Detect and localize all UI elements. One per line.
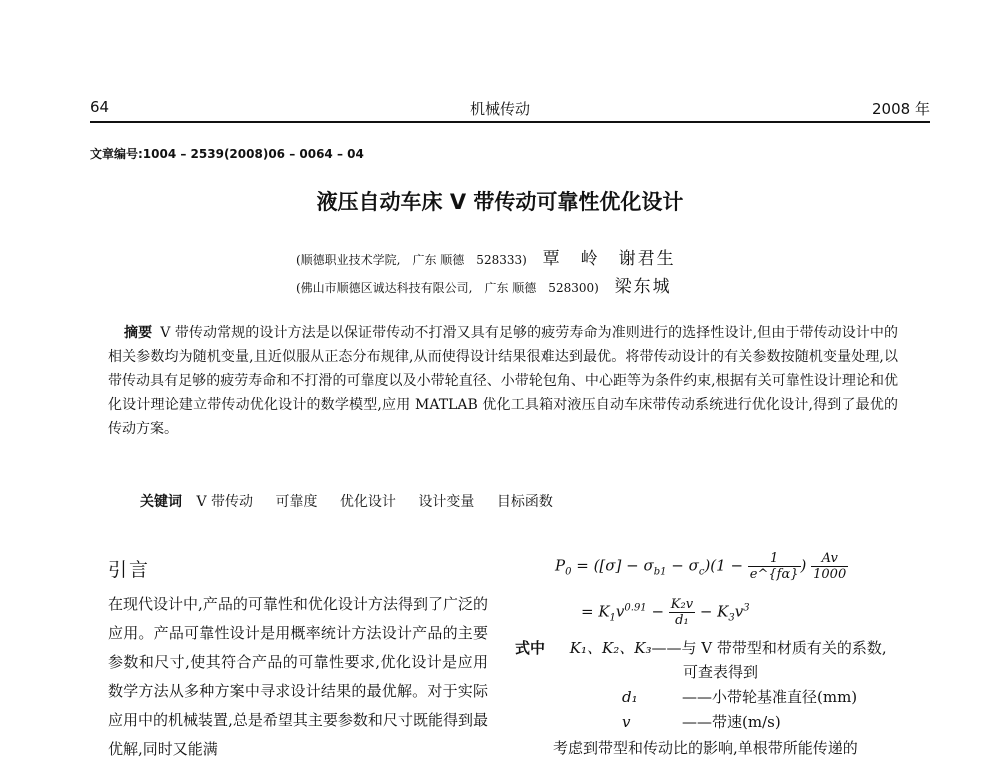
right-column-text: 考虑到带型和传动比的影响,单根带所能传递的 [553,739,858,757]
formula-line-2: = $K_1v^{0.91}$ − $\frac{\text{K₂v}}{\text{d₁}}$ − $K_3v^3$ [581,597,750,628]
keywords-label: 关键词 [140,494,182,510]
variable-d1: d₁ ——小带轮基准直径(mm) [622,688,858,706]
paper-title: 液压自动车床 V 带传动可靠性优化设计 [316,190,684,214]
affiliation-org: (顺德职业技术学院, 广东 顺德 528333) [296,253,527,267]
fraction: $\frac{\text{K₂v}}{\text{d₁}}$ [670,597,694,628]
journal-name: 机械传动 [470,100,531,118]
variable-k-continued: 可查表得到 [683,663,759,681]
header-rule [90,121,930,123]
section-heading-intro: 引言 [108,559,151,581]
keyword: 优化设计 [339,494,396,510]
intro-paragraph: 在现代设计中,产品的可靠性和优化设计方法得到了广泛的应用。产品可靠性设计是用概率统计方法设计产品的主要参数和尺寸,使其符合产品的可靠性要求,优化设计是应用数学方法从多种方案中寻求设计结果的最优解。对于实际应用中的机械装置,总是希望其主要参数和尺寸既能得到最优解,同时又能满 [108,595,488,758]
keywords [140,491,571,511]
keyword: 目标函数 [496,494,553,510]
where-label: 式中 [515,639,546,657]
abstract [108,321,898,441]
variable-k: 式中 K₁、K₂、K₃——与 V 带带型和材质有关的系数, [515,639,887,657]
abstract-text: V 带传动常规的设计方法是以保证带传动不打滑又具有足够的疲劳寿命为准则进行的选择性设计,但由于带传动设计中的相关参数均为随机变量,且近似服从正态分布规律,从而使得设计结果很难达到最优。将带传动设计的有关参数按随机变量处理,以带传动具有足够的疲劳寿命和不打滑的可靠度以及小带轮直径、小带轮包角、中心距等为条件约束,根据有关可靠性设计理论和优化设计理论建立带传动优化设计的数学模型,应用 MATLAB 优化工具箱对液压自动车床带传动系统进行优化设计,得到了最优的传动方案。 [108,325,898,437]
publication-year: 2008 年 [872,100,930,118]
affiliation-2 [296,272,672,297]
fraction: $\frac{1}{e\^{}\{f\alpha\}}$ [749,551,799,582]
formula-line-1: $P_0 = ([\sigma] - \sigma_{b1} - \sigma_c)(1$ − $\frac{1}{e\^{}\{f\alpha\}}$ ) $\frac{Av}{1000}$ [555,551,847,582]
variable-v: v ——带速(m/s) [622,713,781,731]
fraction: $\frac{Av}{1000}$ [813,551,847,582]
page-number: 64 [90,98,110,116]
keyword: 设计变量 [418,494,475,510]
keyword: 可靠度 [275,494,318,510]
article-number: 文章编号:1004 – 2539(2008)06 – 0064 – 04 [90,147,364,161]
author-names: 覃 岭 谢君生 [542,249,676,269]
affiliation-org: (佛山市顺德区诚达科技有限公司, 广东 顺德 528300) [296,281,599,295]
keyword: V 带传动 [196,494,254,510]
affiliation-1 [296,244,676,269]
author-names: 梁东城 [614,277,672,297]
abstract-label: 摘要 [124,325,153,341]
